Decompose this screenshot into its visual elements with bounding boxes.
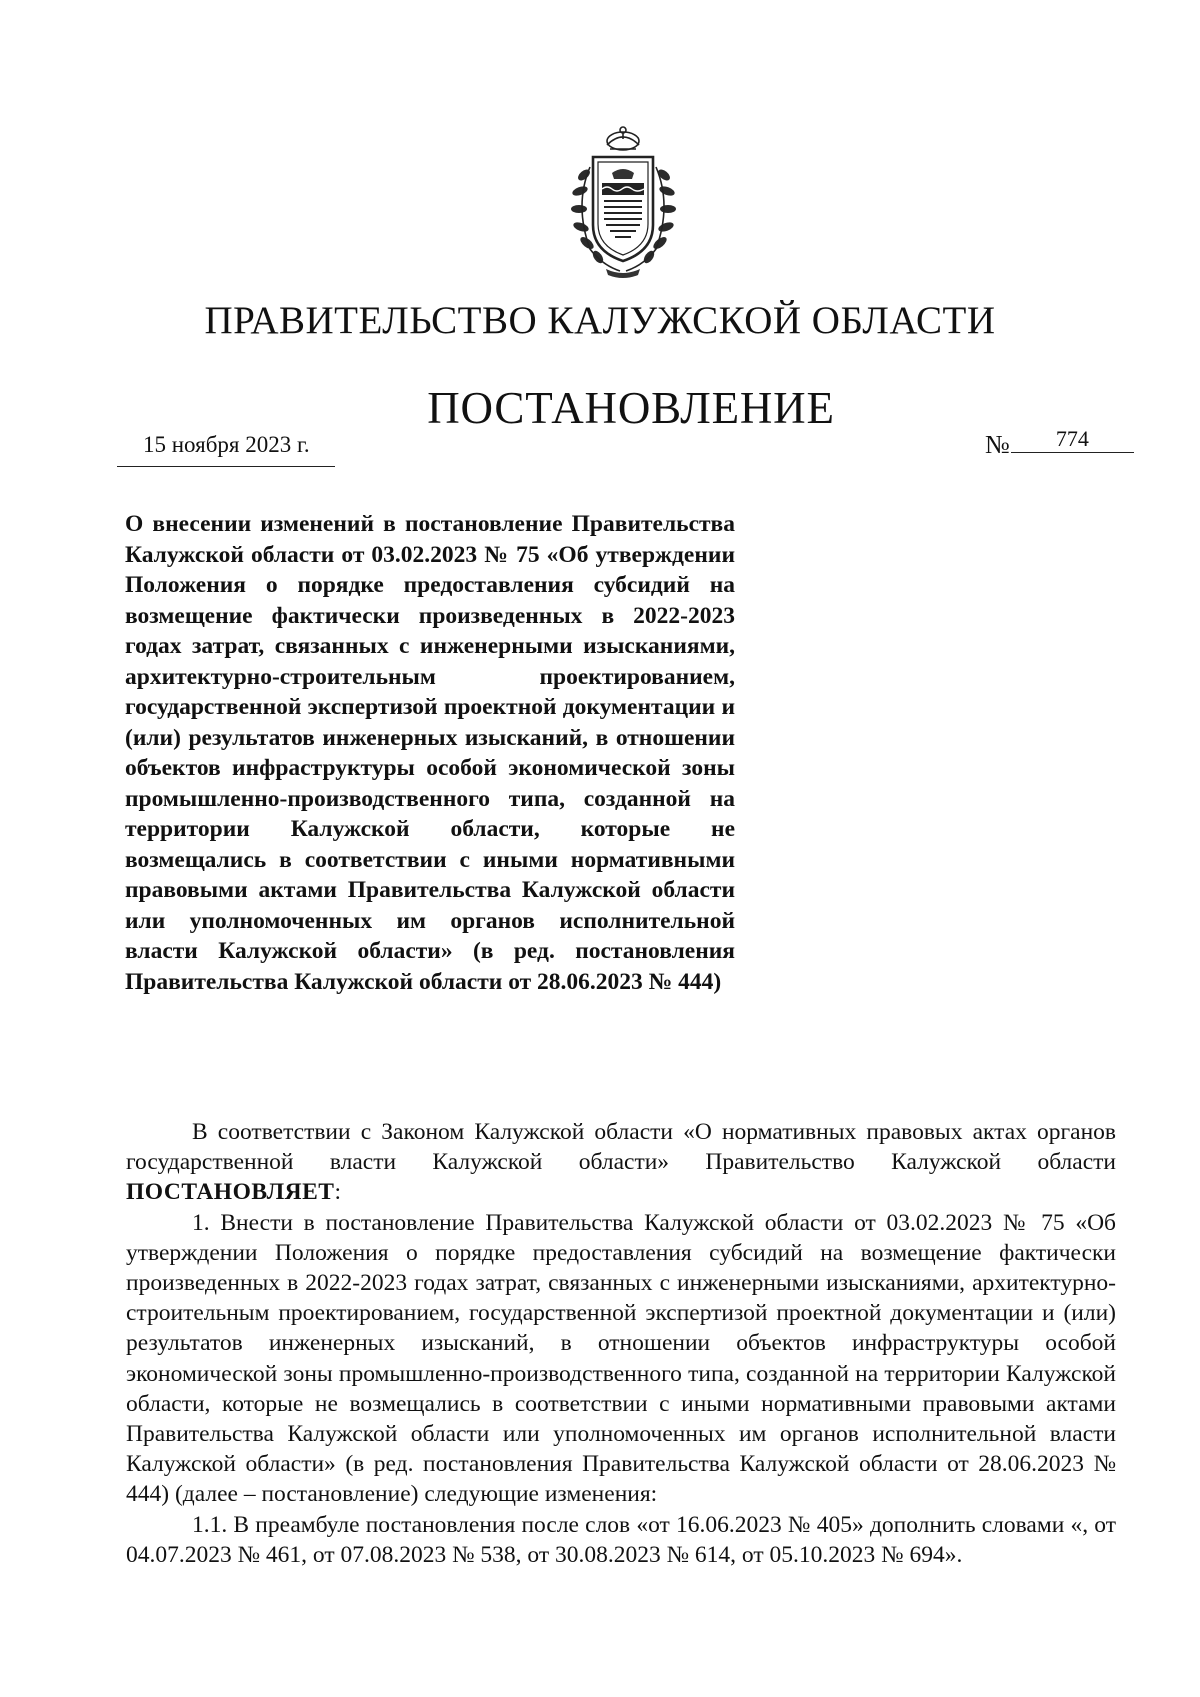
number-sign: № [985,430,1010,459]
preamble-keyword: ПОСТАНОВЛЯЕТ [126,1179,335,1206]
preamble-paragraph [126,1117,1116,1208]
coat-of-arms-emblem [560,125,686,280]
item-1-1-paragraph: 1.1. В преамбуле постановления после слов «от 16.06.2023 № 405» дополнить словами «, от 04.07.2023 № 461, от 07.08.2023 № 538, от 30.08.2023 № 614, от 05.10.2023 № 694». [126,1511,1116,1568]
document-subject: О внесении изменений в постановление Правительства Калужской области от 03.02.2023 № 75 «Об утверждении Положения о порядке предоставления субсидий на возмещение фактически произведенных в 2022-2023 годах затрат, связанных с инженерными изысканиями, архитектурно-строительным проектированием, государственной экспертизой проектной документации и (или) результатов инженерных изысканий, в отношении объектов инфраструктуры особой экономической зоны промышленно-производственного типа, созданной на территории Калужской области, которые не возмещались в соответствии с иными нормативными правовыми актами Правительства Калужской области или уполномоченных им органов исполнительной власти Калужской области» (в ред. постановления Правительства Калужской области от 28.06.2023 № 444) [125,511,735,995]
document-date: 15 ноября 2023 г. [117,432,335,467]
government-title: ПРАВИТЕЛЬСТВО КАЛУЖСКОЙ ОБЛАСТИ [204,299,996,342]
item-1-paragraph: 1. Внести в постановление Правительства Калужской области от 03.02.2023 № 75 «Об утверждении Положения о порядке предоставления субсидий на возмещение фактически произведенных в 2022-2023 годах затрат, связанных с инженерными изысканиями, архитектурно-строительным проектированием, государственной экспертизой проектной документации и (или) результатов инженерных изысканий, в отношении объектов инфраструктуры особой экономической зоны промышленно-производственного типа, созданной на территории Калужской области, которые не возмещались в соответствии с иными нормативными правовыми актами Правительства Калужской области или уполномоченных им органов исполнительной власти Калужской области» (в ред. постановления Правительства Калужской области от 28.06.2023 № 444) (далее – постановление) следующие изменения: [126,1209,1116,1508]
document-body [126,1117,1116,1570]
document-number-block [985,426,1134,460]
document-type-title: ПОСТАНОВЛЕНИЕ [427,383,835,433]
document-number: 774 [1011,426,1134,453]
preamble-colon: : [334,1179,341,1206]
preamble-text: В соответствии с Законом Калужской области «О нормативных правовых актах органов государственной власти Калужской области» Правительство Калужской области [126,1119,1116,1176]
